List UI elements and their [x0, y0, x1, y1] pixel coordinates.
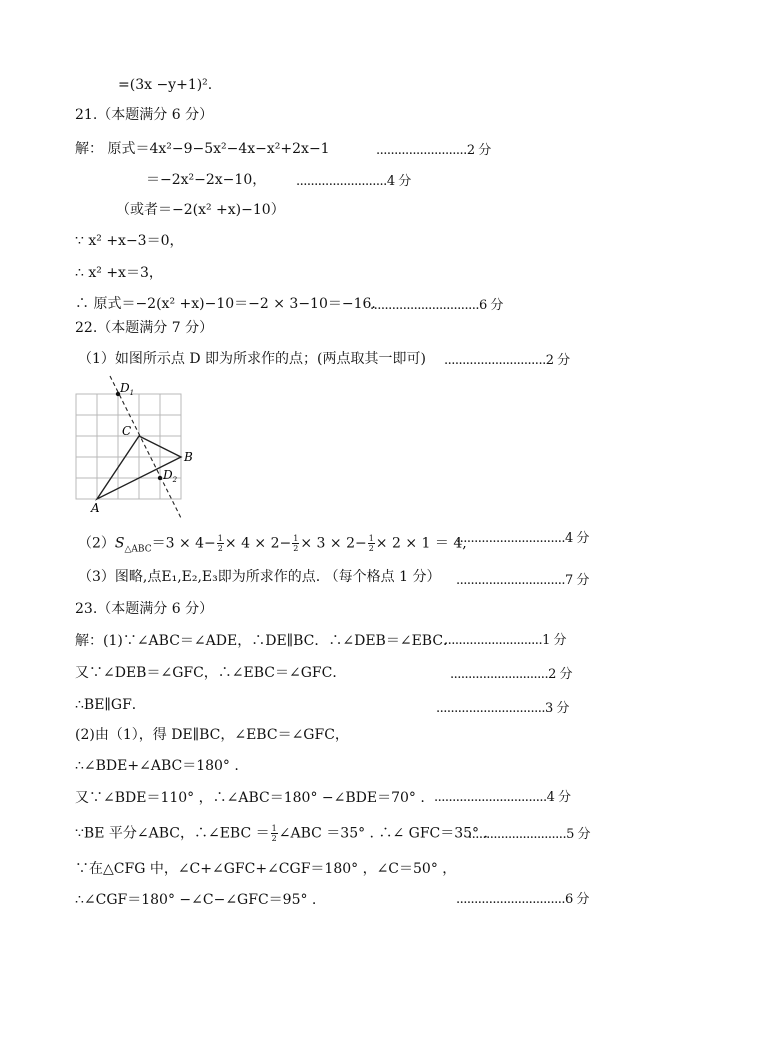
q21-line2: ＝−2x²−2x−10， [146, 172, 267, 188]
q21-line1-score: .........................2 分 [376, 143, 491, 158]
leader-dots: .............................. [436, 701, 545, 716]
leader-dots: ............................... [434, 790, 547, 805]
q22-header: 22.（本题满分 7 分） [75, 320, 214, 336]
q21-therefore: ∴ x² +x＝3， [75, 265, 163, 281]
leader-dots: .............................. [370, 298, 479, 313]
q21-given: ∵ x² +x−3＝0， [75, 233, 184, 249]
q23-line3-score: ..............................3 分 [436, 701, 569, 716]
q23-line9: ∴∠CGF＝180° −∠C−∠GFC＝95° . [75, 892, 317, 908]
q20-final-expression: =(3x −y+1)². [118, 77, 213, 93]
q22-part3-score: ..............................7 分 [456, 573, 589, 588]
q21-line1-prefix: 解： 原式＝ [75, 141, 150, 157]
q23-header: 23.（本题满分 6 分） [75, 601, 214, 617]
fraction-half: $\frac{1}{2}$ [217, 534, 223, 553]
q22-part3: （3）图略,点E₁,E₂,E₃即为所求作的点. （每个格点 1 分） [78, 569, 441, 585]
q21-result: ∴ 原式＝−2(x² +x)−10＝−2 × 3−10＝−16. [75, 296, 376, 312]
leader-dots: .............................. [456, 531, 565, 546]
label-b: B [184, 450, 193, 464]
fraction-half: $\frac{1}{2}$ [271, 824, 277, 843]
label-d2: $D_2$ [163, 468, 178, 484]
leader-dots: .............................. [456, 892, 565, 907]
q22-grid-figure [70, 372, 200, 522]
q23-line8: ∵在△CFG 中，∠C+∠GFC+∠CGF＝180° ，∠C＝50° ， [75, 861, 457, 877]
point-d2 [158, 476, 162, 480]
q22-part2-score: ..............................4 分 [456, 531, 589, 546]
label-c: C [122, 424, 132, 438]
q23-line7-score: ...........................5 分 [468, 827, 590, 842]
q23-line4: (2)由（1），得 DE∥BC，∠EBC＝∠GFC， [75, 727, 349, 743]
leader-dots: ............................ [444, 353, 546, 368]
label-d1: $D_1$ [120, 381, 135, 397]
leader-dots: ........................... [444, 633, 543, 648]
fraction-half: $\frac{1}{2}$ [368, 534, 374, 553]
leader-dots: ........................... [450, 667, 549, 682]
leader-dots: ......................... [296, 174, 387, 189]
q23-line5: ∴∠BDE+∠ABC＝180° . [75, 758, 239, 774]
q21-line1-expr: 4x²−9−5x²−4x−x²+2x−1 [149, 141, 330, 157]
q21-line1 [75, 140, 330, 158]
q23-line6: 又∵∠BDE＝110° ，∴∠ABC＝180° −∠BDE＝70° . [75, 790, 425, 806]
q23-line1: 解：(1)∵∠ABC＝∠ADE，∴DE∥BC．∴∠DEB＝∠EBC． [75, 633, 458, 649]
q22-part2: $(2)S_{\triangle ABC}=3 \times 4-$ $\frac{1}{2}$ × 4 × 2− $\frac{1}{2}$ × 3 × 2− $\frac{1}{2}$ × 2 × 1 ＝ 4, [78, 534, 467, 555]
q21-alternative: （或者＝−2(x² +x)−10） [116, 202, 285, 218]
leader-dots: .............................. [456, 573, 565, 588]
q23-line2-score: ...........................2 分 [450, 667, 572, 682]
q23-line2: 又∵∠DEB＝∠GFC，∴∠EBC＝∠GFC． [75, 665, 347, 681]
label-a: A [91, 501, 100, 515]
q21-header: 21.（本题满分 6 分） [75, 107, 214, 123]
fraction-half: $\frac{1}{2}$ [293, 534, 299, 553]
q23-line1-score: ...........................1 分 [444, 633, 566, 648]
q22-part1-score: ............................2 分 [444, 353, 570, 368]
q23-line6-score: ...............................4 分 [434, 790, 571, 805]
q21-line2-score: .........................4 分 [296, 174, 411, 189]
dashed-line [110, 376, 181, 518]
q22-part1: （1）如图所示点 D 即为所求作的点；(两点取其一即可) [78, 351, 426, 367]
q23-line7: ∵BE 平分∠ABC，∴∠EBC ＝ $\frac{1}{2}$ ∠ABC ＝35° . ∴∠ GFC＝35° . [75, 824, 488, 843]
q21-result-score: ..............................6 分 [370, 298, 503, 313]
leader-dots: ......................... [376, 143, 467, 158]
leader-dots: ........................... [468, 827, 567, 842]
q23-line9-score: ..............................6 分 [456, 892, 589, 907]
q23-line3: ∴BE∥GF． [75, 697, 146, 713]
